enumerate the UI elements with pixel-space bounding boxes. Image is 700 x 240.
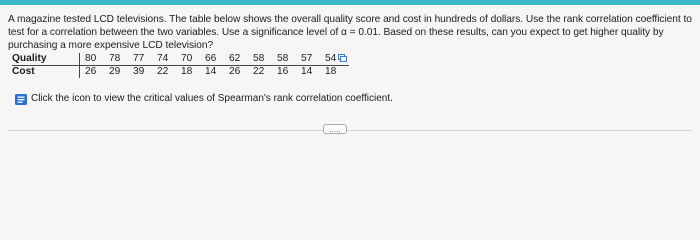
table-cell: 26	[229, 66, 241, 77]
table-row-quality	[12, 53, 349, 66]
table-cell: 70	[181, 53, 205, 66]
table-cell: 39	[133, 66, 145, 77]
question-text: A magazine tested LCD televisions. The table below shows the overall quality score and cost in hundreds of dollars. Use the rank correlation coefficient to test for a correlation between the two variables. Use a significance level of α = 0.01. Based on these results, can you expect to get higher quality by purchasing a more expensive LCD television?	[8, 14, 692, 51]
data-table	[12, 53, 349, 78]
table-cell: 80	[80, 53, 110, 66]
table-cell: 58	[253, 53, 277, 66]
table-cell: 14	[205, 66, 217, 77]
table-cell: 58	[277, 53, 301, 66]
row-label-cost: Cost	[12, 66, 35, 77]
table-cell: 16	[277, 66, 289, 77]
hint-text: Click the icon to view the critical values of Spearman's rank correlation coefficient.	[31, 93, 393, 104]
top-accent-bar	[0, 0, 700, 5]
table-cell: 66	[205, 53, 229, 66]
table-cell: 74	[157, 53, 181, 66]
row-label-quality: Quality	[12, 53, 80, 66]
table-cell: 18	[325, 66, 337, 77]
info-book-icon[interactable]	[15, 94, 27, 105]
table-cell: 14	[301, 66, 313, 77]
table-cell: 22	[253, 66, 265, 77]
copy-data-icon[interactable]	[338, 54, 347, 62]
table-cell: 18	[181, 66, 193, 77]
table-cell: 29	[109, 66, 121, 77]
table-cell: 78	[109, 53, 133, 66]
table-cell: 62	[229, 53, 253, 66]
table-cell: 26	[80, 66, 110, 79]
table-cell: 22	[157, 66, 169, 77]
table-cell-value: 54	[325, 53, 337, 64]
table-cell: 77	[133, 53, 157, 66]
expand-more-button[interactable]: .....	[323, 124, 347, 134]
table-cell-last	[325, 53, 349, 66]
table-row-cost	[12, 66, 349, 79]
table-cell: 57	[301, 53, 325, 66]
critical-values-hint	[15, 93, 393, 105]
section-divider	[8, 130, 692, 131]
